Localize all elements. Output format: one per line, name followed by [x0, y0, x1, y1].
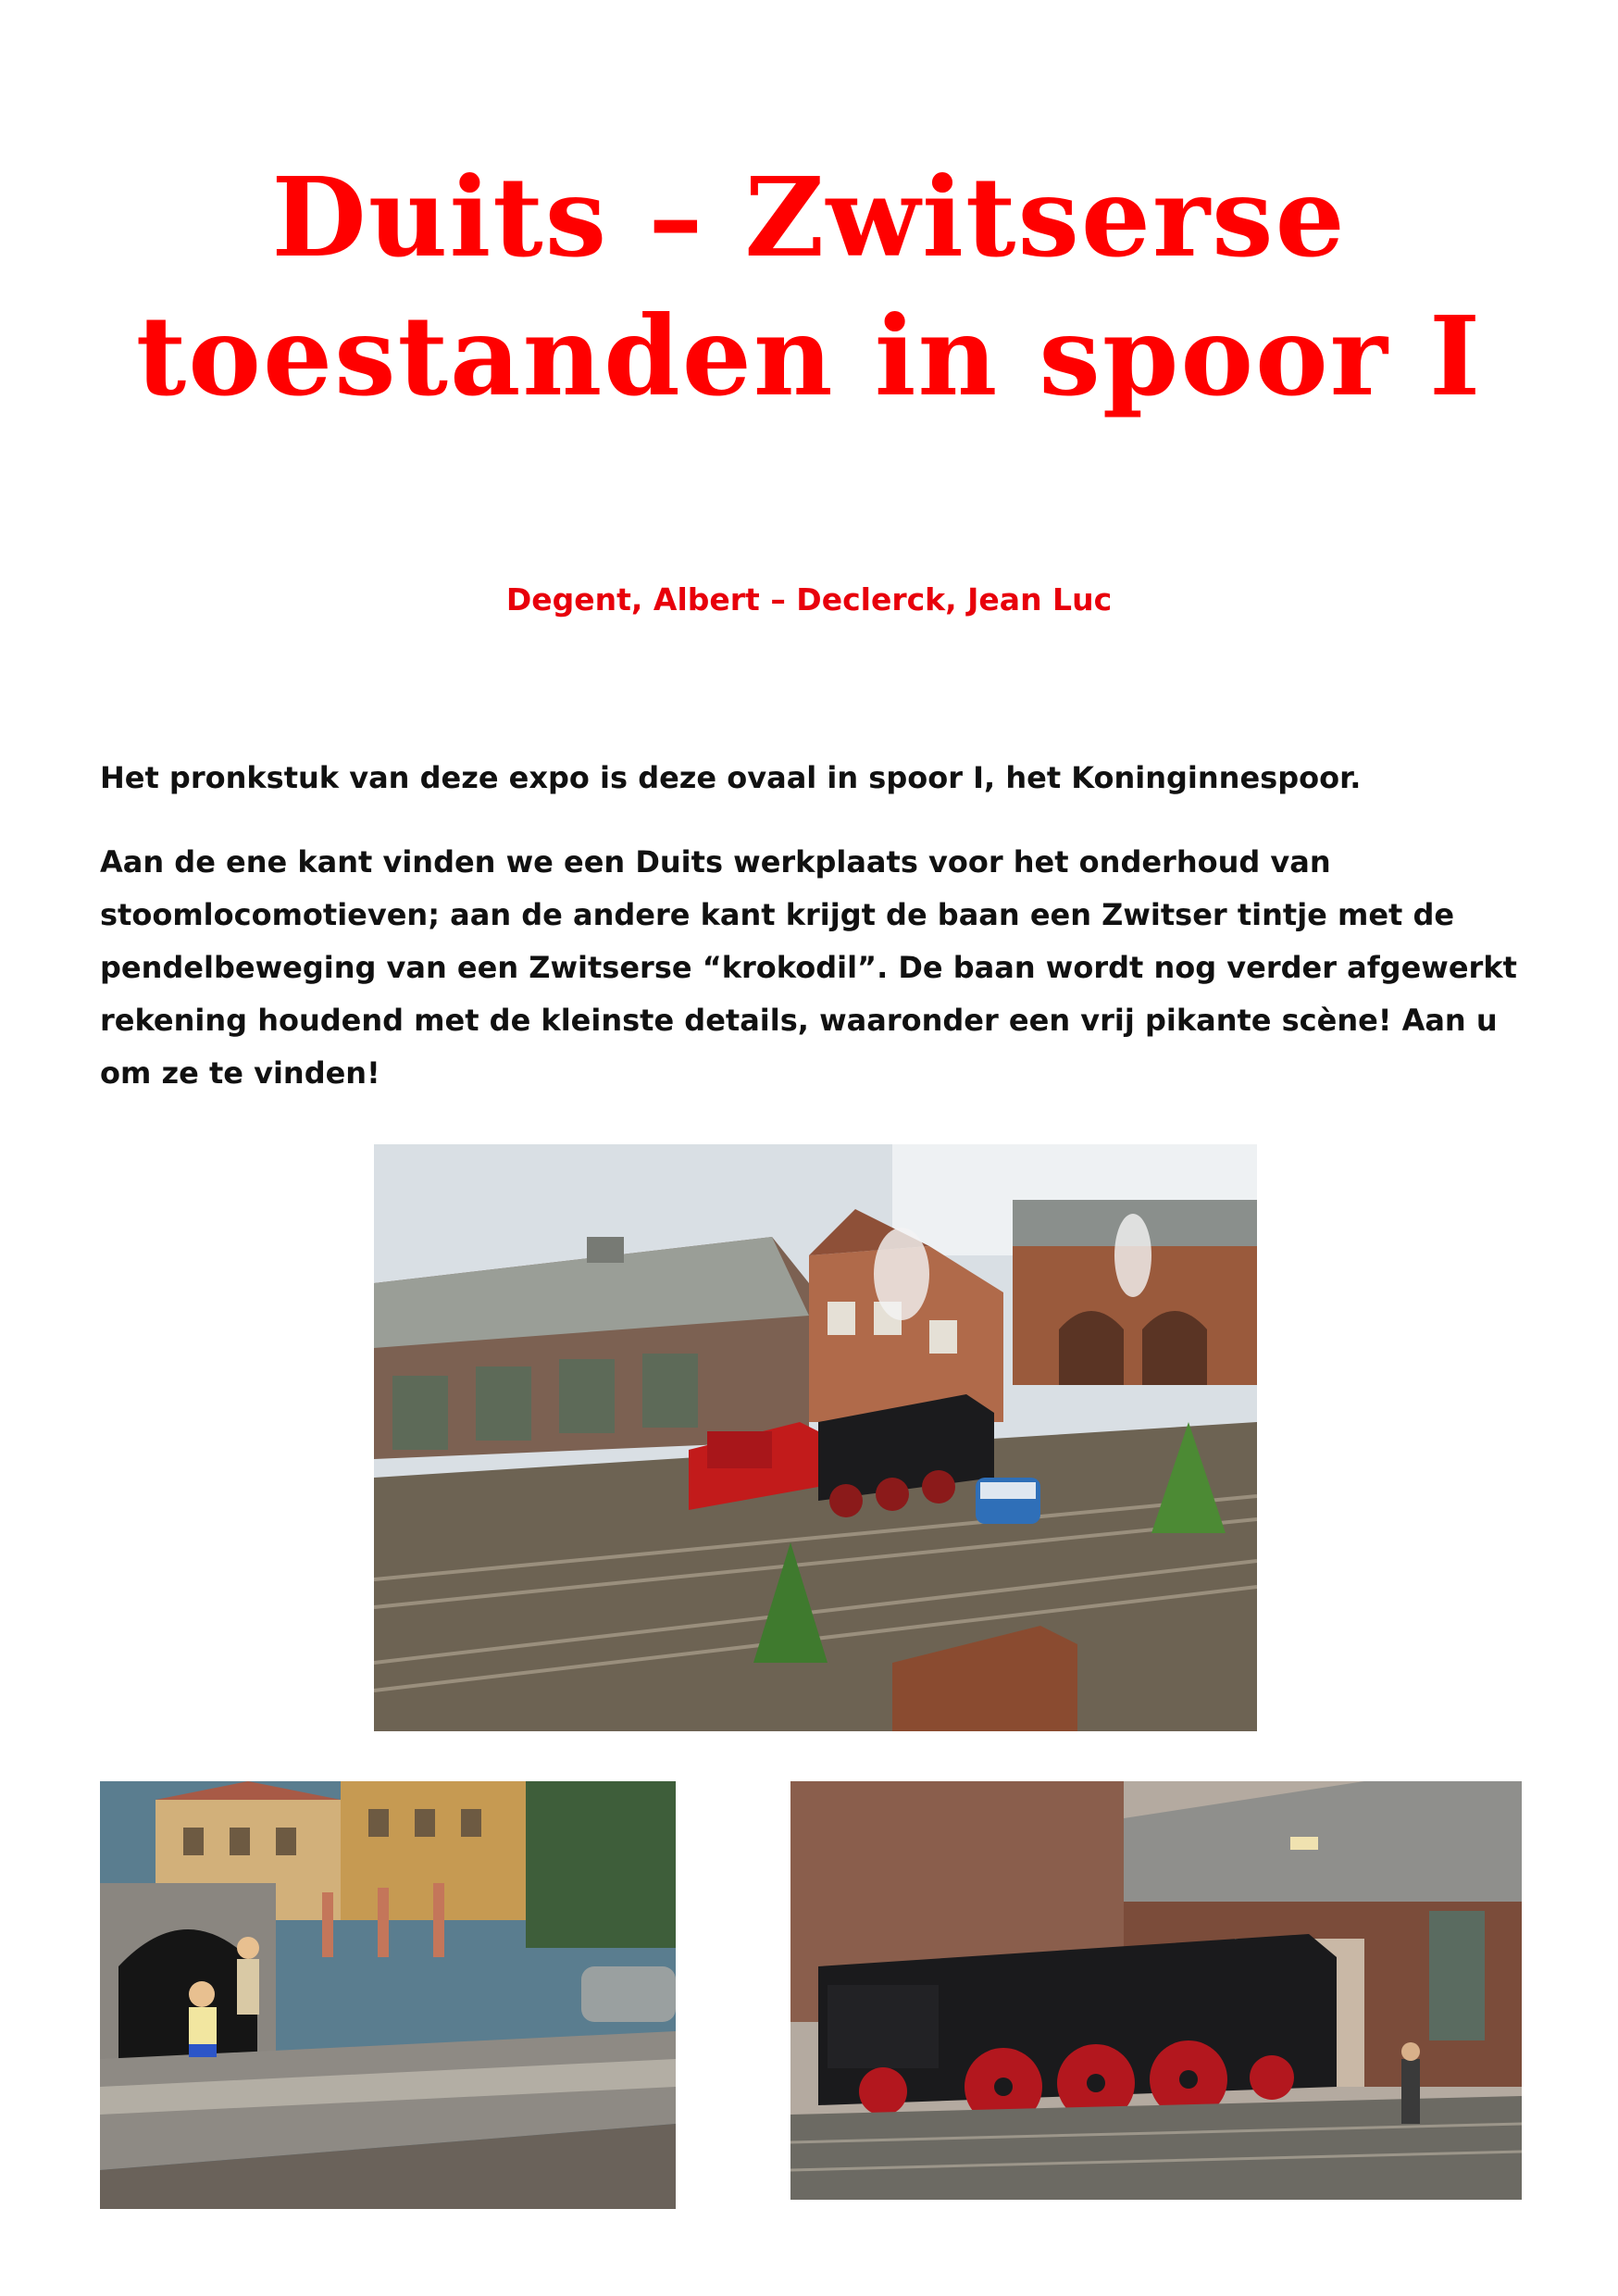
title-line-2: toestanden in spoor I: [135, 292, 1483, 420]
paragraph-intro: Het pronkstuk van deze expo is deze ovaal in spoor I, het Koninginnespoor.: [100, 760, 1362, 795]
photo-steam-locomotive-depot: [790, 1781, 1522, 2200]
article-body: [100, 752, 1544, 1131]
photo-tunnel-bridge-scene: [100, 1781, 676, 2209]
authors: Degent, Albert – Declerck, Jean Luc: [505, 581, 1113, 618]
title-line-1: Duits – Zwitserse: [271, 153, 1347, 281]
document-title: [0, 148, 1618, 426]
photo-workshop-locomotives: [374, 1144, 1257, 1731]
paragraph-description: Aan de ene kant vinden we een Duits werkplaats voor het onderhoud van stoomlocomotieven; aan de andere kant krijgt de baan een Zwitser tintje met de pendelbeweging van een Zwitserse “krokodil”. De baan wordt nog verder afgewerkt rekening houdend met de kleinste details, waaronder een vrij pikante scène! Aan u om ze te vinden!: [100, 844, 1517, 1091]
